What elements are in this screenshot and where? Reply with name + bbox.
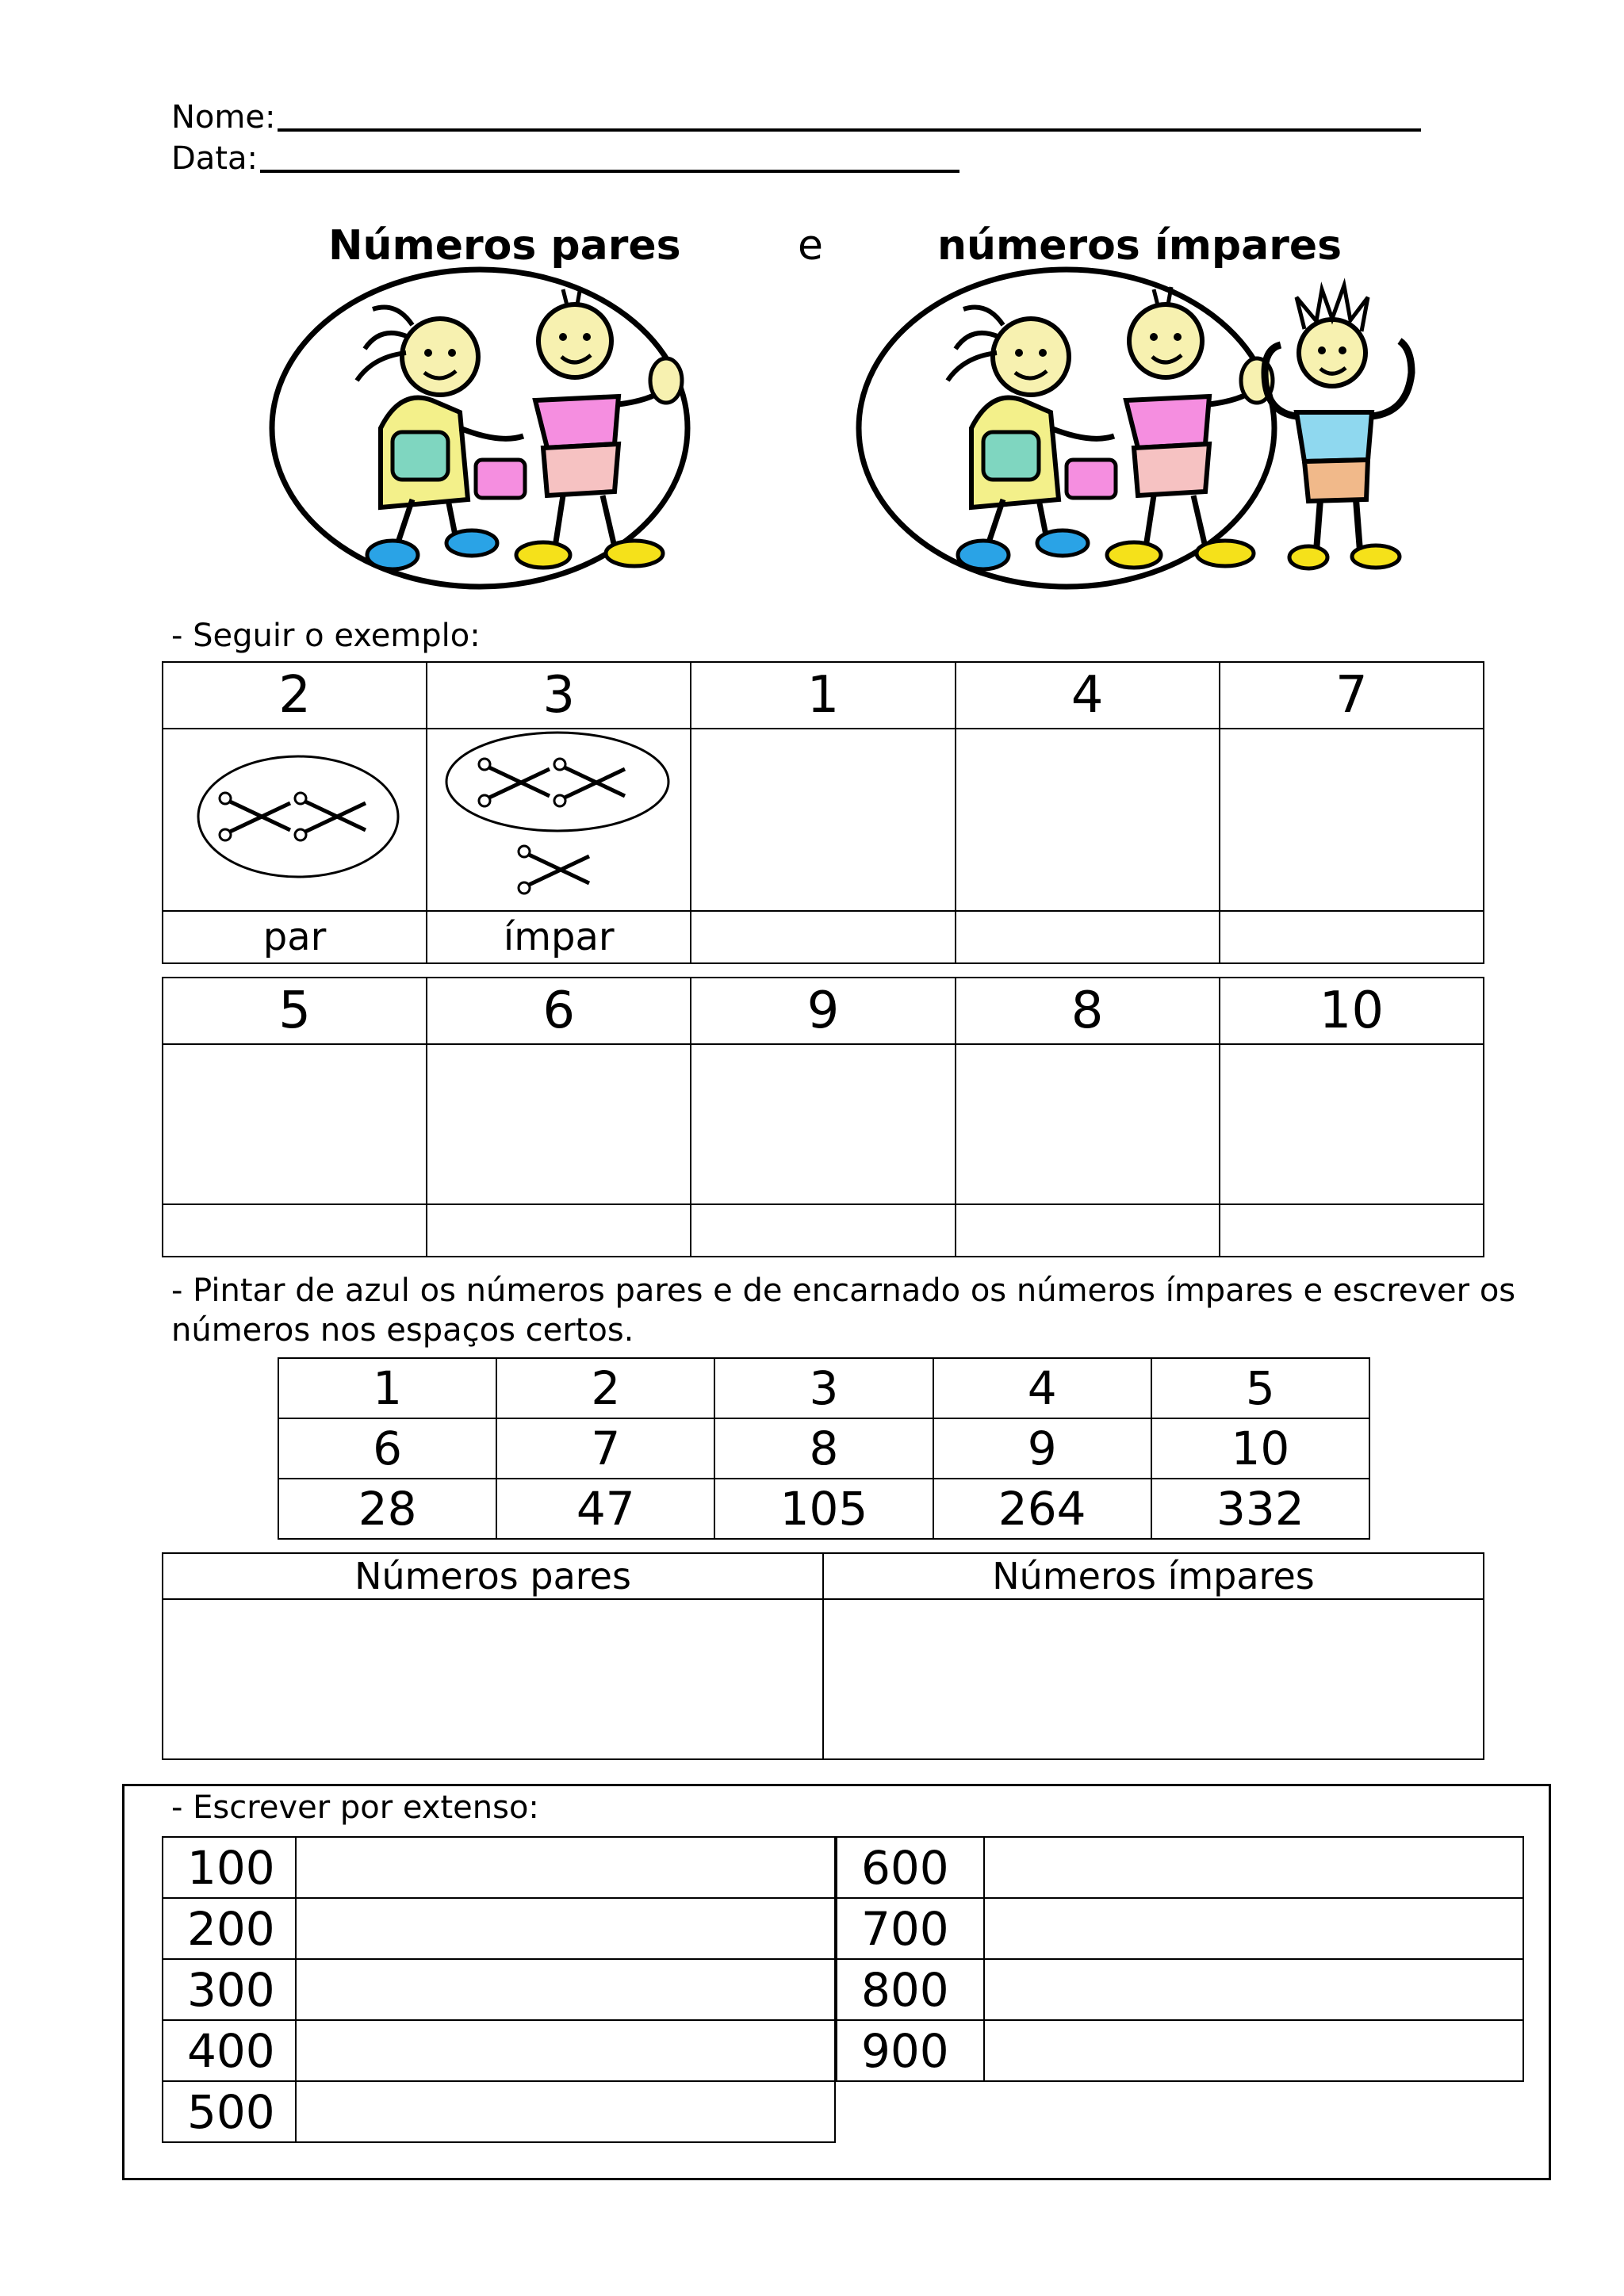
drawing-cell-empty[interactable] <box>427 1044 691 1204</box>
parity-answer-cell[interactable] <box>691 911 955 963</box>
hundreds-number: 700 <box>837 1898 984 1959</box>
example-number-cell: 3 <box>427 662 691 729</box>
example-number-cell: 7 <box>1220 662 1484 729</box>
words-answer-cell[interactable] <box>296 2020 835 2081</box>
number-cell[interactable]: 6 <box>278 1418 496 1479</box>
number-cell[interactable]: 4 <box>933 1358 1151 1418</box>
hundreds-number: 600 <box>837 1837 984 1898</box>
instruction-follow-example: - Seguir o exemplo: <box>171 618 481 654</box>
example-number-cell: 9 <box>691 978 955 1044</box>
example-number-cell: 5 <box>163 978 427 1044</box>
instruction-write-words: - Escrever por extenso: <box>171 1789 539 1826</box>
number-cell[interactable]: 8 <box>714 1418 933 1479</box>
drawing-cell-empty[interactable] <box>1220 1044 1484 1204</box>
words-answer-cell[interactable] <box>296 1898 835 1959</box>
parity-answer-cell[interactable] <box>427 1204 691 1257</box>
hundreds-number: 400 <box>163 2020 296 2081</box>
parity-answer-cell[interactable] <box>163 1204 427 1257</box>
number-cell[interactable]: 5 <box>1151 1358 1369 1418</box>
children-pair-illustration-even <box>262 262 706 603</box>
date-label: Data: <box>171 140 258 177</box>
parity-answer-cell[interactable] <box>1220 911 1484 963</box>
color-number-grid <box>278 1357 1370 1540</box>
hundreds-number: 900 <box>837 2020 984 2081</box>
instruction-color-line2: números nos espaços certos. <box>171 1312 634 1349</box>
number-cell[interactable]: 332 <box>1151 1479 1369 1539</box>
words-answer-cell[interactable] <box>984 1959 1523 2020</box>
number-cell[interactable]: 1 <box>278 1358 496 1418</box>
drawing-cell-empty[interactable] <box>956 729 1220 911</box>
hundreds-number: 800 <box>837 1959 984 2020</box>
odd-numbers-header: Números ímpares <box>823 1553 1484 1599</box>
parity-answer-cell[interactable] <box>1220 1204 1484 1257</box>
number-cell[interactable]: 3 <box>714 1358 933 1418</box>
words-answer-cell[interactable] <box>984 1898 1523 1959</box>
parity-answer-cell[interactable] <box>691 1204 955 1257</box>
odd-numbers-answer[interactable] <box>823 1599 1484 1759</box>
words-answer-cell[interactable] <box>984 2020 1523 2081</box>
drawing-cell-empty[interactable] <box>1220 729 1484 911</box>
words-table-left <box>162 1836 836 2143</box>
title-right: números ímpares <box>937 222 1342 270</box>
drawing-cell-empty[interactable] <box>691 1044 955 1204</box>
instruction-color-line1: - Pintar de azul os números pares e de encarnado os números ímpares e escrever os <box>171 1272 1516 1309</box>
drawing-cell-empty[interactable] <box>691 729 955 911</box>
example-table-2 <box>162 977 1484 1257</box>
number-cell[interactable]: 7 <box>496 1418 714 1479</box>
number-cell[interactable]: 264 <box>933 1479 1151 1539</box>
drawing-cell-empty[interactable] <box>163 1044 427 1204</box>
paired-scissors-plus-one-icon <box>439 731 676 912</box>
example-number-cell: 8 <box>956 978 1220 1044</box>
example-table-1 <box>162 661 1484 964</box>
parity-label-cell: ímpar <box>427 911 691 963</box>
words-answer-cell[interactable] <box>296 2081 835 2142</box>
number-cell[interactable]: 10 <box>1151 1418 1369 1479</box>
number-cell[interactable]: 47 <box>496 1479 714 1539</box>
parity-answer-cell[interactable] <box>956 1204 1220 1257</box>
hundreds-number: 200 <box>163 1898 296 1959</box>
paired-scissors-icon <box>195 753 401 880</box>
parity-answer-cell[interactable] <box>956 911 1220 963</box>
even-numbers-answer[interactable] <box>163 1599 823 1759</box>
example-number-cell: 2 <box>163 662 427 729</box>
date-field[interactable] <box>260 170 959 173</box>
drawing-cell-2 <box>163 729 427 911</box>
number-cell[interactable]: 2 <box>496 1358 714 1418</box>
example-number-cell: 6 <box>427 978 691 1044</box>
drawing-cell-empty[interactable] <box>956 1044 1220 1204</box>
name-field[interactable] <box>278 128 1421 132</box>
children-trio-illustration-odd <box>852 262 1455 603</box>
sort-table <box>162 1552 1484 1760</box>
words-answer-cell[interactable] <box>296 1959 835 2020</box>
words-answer-cell[interactable] <box>296 1837 835 1898</box>
number-cell[interactable]: 105 <box>714 1479 933 1539</box>
hundreds-number: 300 <box>163 1959 296 2020</box>
parity-label-cell: par <box>163 911 427 963</box>
drawing-cell-3 <box>427 729 691 911</box>
example-number-cell: 1 <box>691 662 955 729</box>
even-numbers-header: Números pares <box>163 1553 823 1599</box>
title-left: Números pares <box>328 222 681 270</box>
words-answer-cell[interactable] <box>984 1837 1523 1898</box>
example-number-cell: 10 <box>1220 978 1484 1044</box>
number-cell[interactable]: 28 <box>278 1479 496 1539</box>
hundreds-number: 500 <box>163 2081 296 2142</box>
name-label: Nome: <box>171 99 276 136</box>
hundreds-number: 100 <box>163 1837 296 1898</box>
title-connector: e <box>798 222 823 270</box>
example-number-cell: 4 <box>956 662 1220 729</box>
number-cell[interactable]: 9 <box>933 1418 1151 1479</box>
words-table-right <box>836 1836 1524 2082</box>
